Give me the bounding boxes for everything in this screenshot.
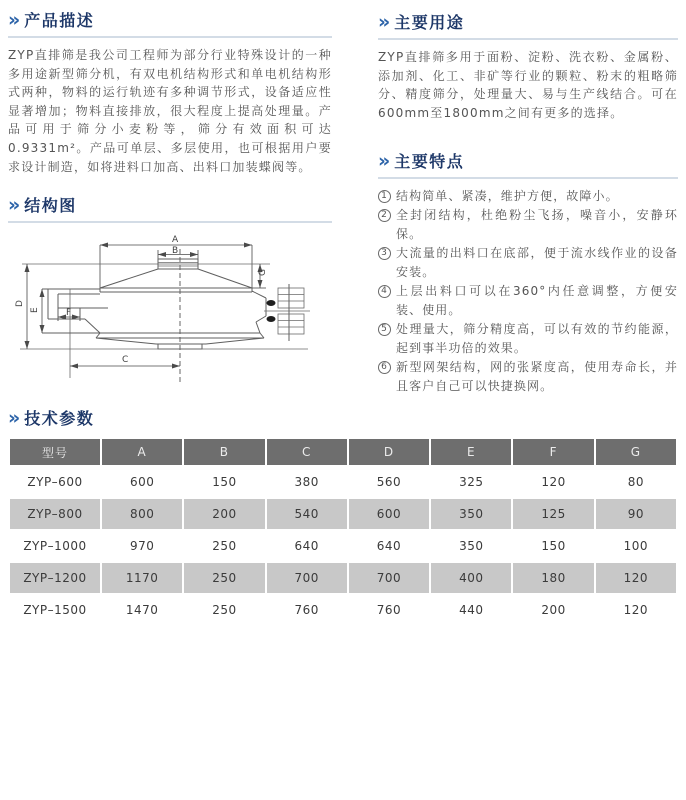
feature-text: 结构简单、紧凑，维护方便，故障小。 — [396, 189, 619, 204]
value-cell: 1470 — [102, 595, 182, 625]
section-title: 结构图 — [24, 196, 77, 216]
dim-label-e: E — [30, 307, 40, 314]
value-cell: 325 — [431, 467, 511, 497]
table-row — [10, 499, 676, 529]
table-header-cell: C — [267, 439, 347, 465]
section-header — [378, 149, 678, 179]
double-chevron-icon: » — [8, 406, 19, 429]
section-main-features — [378, 149, 678, 396]
table-row — [10, 563, 676, 593]
value-cell: 350 — [431, 531, 511, 561]
table-header-cell: 型号 — [10, 439, 100, 465]
product-description-text: ZYP直排筛是我公司工程师为部分行业特殊设计的一种多用途新型筛分机，有双电机结构形式和单电机结构形式两种，物料的运行轨迹有多种调节形式，设备适应性显著增加；物料直接排放，很大程度上提高处理量。产品可用于筛分小麦粉等，筛分有效面积可达0.9331m²。产品可单层、多层使用，也可根据用户要求设计制造，如将进料口加高、出料口加装蝶阀等。 — [8, 48, 332, 174]
bolt-icon — [267, 316, 276, 322]
value-cell: 120 — [596, 563, 676, 593]
feature-item — [378, 320, 678, 358]
value-cell: 250 — [184, 563, 264, 593]
feature-text: 全封闭结构，杜绝粉尘飞扬，噪音小，安静环保。 — [396, 208, 678, 242]
model-cell: ZYP–1500 — [10, 595, 100, 625]
dim-label-f: F — [66, 308, 72, 319]
double-chevron-icon: » — [378, 10, 389, 33]
structure-diagram-drawing — [8, 231, 332, 396]
value-cell: 1170 — [102, 563, 182, 593]
circled-number-icon: 6 — [378, 361, 391, 374]
value-cell: 380 — [267, 467, 347, 497]
table-header-cell: D — [349, 439, 429, 465]
value-cell: 970 — [102, 531, 182, 561]
table-header-cell: E — [431, 439, 511, 465]
value-cell: 640 — [267, 531, 347, 561]
value-cell: 700 — [267, 563, 347, 593]
section-structure-diagram — [8, 193, 332, 396]
feature-text: 上层出料口可以在360°内任意调整，方便安装、使用。 — [396, 284, 678, 318]
circled-number-icon: 5 — [378, 323, 391, 336]
feature-item — [378, 358, 678, 396]
table-row — [10, 595, 676, 625]
value-cell: 150 — [513, 531, 593, 561]
feature-item — [378, 282, 678, 320]
value-cell: 440 — [431, 595, 511, 625]
value-cell: 800 — [102, 499, 182, 529]
value-cell: 120 — [596, 595, 676, 625]
feature-item — [378, 244, 678, 282]
model-cell: ZYP–1000 — [10, 531, 100, 561]
section-header — [8, 406, 678, 431]
circled-number-icon: 4 — [378, 285, 391, 298]
feature-text: 新型网架结构，网的张紧度高，使用寿命长，并且客户自己可以快捷换网。 — [396, 360, 678, 394]
features-list — [378, 187, 678, 396]
value-cell: 700 — [349, 563, 429, 593]
value-cell: 100 — [596, 531, 676, 561]
value-cell: 90 — [596, 499, 676, 529]
feature-text: 处理量大，筛分精度高，可以有效的节约能源，起到事半功倍的效果。 — [396, 322, 678, 356]
value-cell: 250 — [184, 531, 264, 561]
value-cell: 600 — [349, 499, 429, 529]
right-column — [378, 8, 678, 396]
value-cell: 600 — [102, 467, 182, 497]
sieve-machine-cross-section — [8, 231, 332, 396]
value-cell: 80 — [596, 467, 676, 497]
table-header-row — [10, 439, 676, 465]
table-row — [10, 531, 676, 561]
section-title: 主要特点 — [394, 152, 465, 172]
value-cell: 125 — [513, 499, 593, 529]
section-tech-params — [8, 406, 678, 627]
value-cell: 560 — [349, 467, 429, 497]
section-header — [8, 8, 332, 38]
circled-number-icon: 3 — [378, 247, 391, 260]
model-cell: ZYP–600 — [10, 467, 100, 497]
feature-item — [378, 206, 678, 244]
double-chevron-icon: » — [8, 8, 19, 31]
value-cell: 640 — [349, 531, 429, 561]
value-cell: 760 — [267, 595, 347, 625]
table-header-cell: B — [184, 439, 264, 465]
value-cell: 350 — [431, 499, 511, 529]
value-cell: 150 — [184, 467, 264, 497]
value-cell: 540 — [267, 499, 347, 529]
value-cell: 180 — [513, 563, 593, 593]
bolt-icon — [267, 300, 276, 306]
value-cell: 200 — [513, 595, 593, 625]
top-two-columns — [8, 8, 678, 396]
value-cell: 200 — [184, 499, 264, 529]
value-cell: 250 — [184, 595, 264, 625]
section-main-uses — [378, 10, 678, 122]
dim-label-g: G — [258, 269, 268, 277]
model-cell: ZYP–800 — [10, 499, 100, 529]
dim-label-b: B — [172, 246, 179, 257]
dim-label-c: C — [122, 355, 129, 366]
section-header — [8, 193, 332, 223]
value-cell: 120 — [513, 467, 593, 497]
table-header-cell: A — [102, 439, 182, 465]
circled-number-icon: 2 — [378, 209, 391, 222]
double-chevron-icon: » — [378, 149, 389, 172]
left-column — [8, 8, 332, 396]
value-cell: 400 — [431, 563, 511, 593]
table-header-cell: G — [596, 439, 676, 465]
section-product-description — [8, 8, 332, 176]
section-title: 技术参数 — [24, 409, 95, 429]
table-row — [10, 467, 676, 497]
feature-item — [378, 187, 678, 206]
tech-params-table — [8, 437, 678, 627]
section-title: 主要用途 — [394, 13, 465, 32]
double-chevron-icon: » — [8, 193, 19, 216]
value-cell: 760 — [349, 595, 429, 625]
dim-label-d: D — [15, 300, 25, 308]
circled-number-icon: 1 — [378, 190, 391, 203]
section-title: 产品描述 — [24, 11, 95, 30]
section-header — [378, 10, 678, 40]
table-header-cell: F — [513, 439, 593, 465]
model-cell: ZYP–1200 — [10, 563, 100, 593]
feature-text: 大流量的出料口在底部，便于流水线作业的设备安装。 — [396, 246, 678, 280]
dim-label-a: A — [172, 235, 179, 246]
main-uses-text: ZYP直排筛多用于面粉、淀粉、洗衣粉、金属粉、添加剂、化工、非矿等行业的颗粒、粉末的粗略筛分、精度筛分，处理量大、易与生产线结合。可在600mm至1800mm之间有更多的选择。 — [378, 50, 678, 120]
